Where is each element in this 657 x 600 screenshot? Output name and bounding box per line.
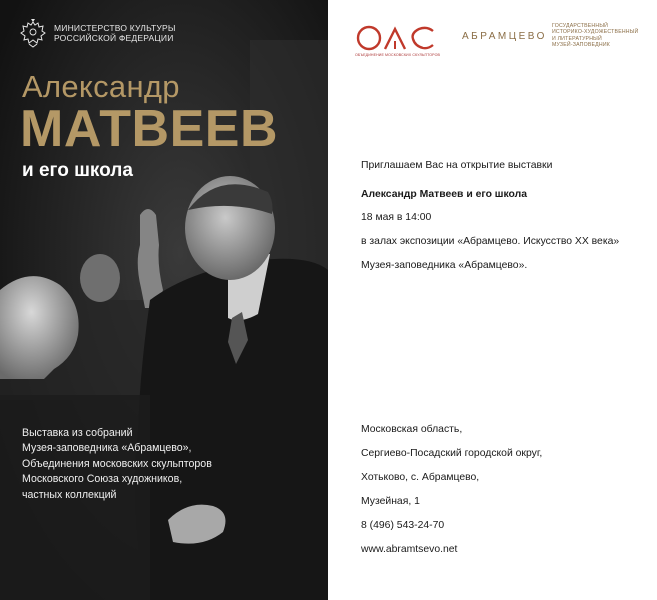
title-subtitle: и его школа xyxy=(22,160,133,181)
abramtsevo-desc-line: ГОСУДАРСТВЕННЫЙ xyxy=(552,23,609,29)
website-link[interactable]: www.abramtsevo.net xyxy=(361,544,458,555)
abramtsevo-desc-line: МУЗЕЙ-ЗАПОВЕДНИК xyxy=(552,42,610,49)
invitation-museum: Музея-заповедника «Абрамцево». xyxy=(361,260,528,271)
oms-caption: ОБЪЕДИНЕНИЕ МОСКОВСКИХ СКУЛЬПТОРОВ xyxy=(355,53,440,57)
invitation-date: 18 мая в 14:00 xyxy=(361,212,432,223)
invitation-venue: в залах экспозиции «Абрамцево. Искусство XX века» xyxy=(361,236,620,247)
collections-text xyxy=(22,426,212,503)
abramtsevo-desc-line: И ЛИТЕРАТУРНЫЙ xyxy=(552,35,602,42)
collections-line: Музея-заповедника «Абрамцево», xyxy=(22,442,192,455)
double-headed-eagle-icon xyxy=(20,18,46,48)
abramtsevo-desc-line: ИСТОРИКО-ХУДОЖЕСТВЕННЫЙ xyxy=(552,29,639,36)
ministry-line-1: МИНИСТЕРСТВО КУЛЬТУРЫ xyxy=(54,23,176,33)
address-line-3: Хотьково, с. Абрамцево, xyxy=(361,472,480,483)
address-line-4: Музейная, 1 xyxy=(361,496,420,507)
title-first-name: Александр xyxy=(22,69,180,104)
address-line-2: Сергиево-Посадский городской округ, xyxy=(361,448,543,459)
collections-line: Московского Союза художников, xyxy=(22,473,183,486)
collections-line: Объединения московских скульпторов xyxy=(22,457,212,470)
collections-line: Выставка из собраний xyxy=(22,427,133,439)
abramtsevo-logo: АБРАМЦЕВО xyxy=(462,31,547,42)
abramtsevo-description xyxy=(552,23,638,49)
invitation-line-1: Приглашаем Вас на открытие выставки xyxy=(361,160,553,171)
oms-logo-icon xyxy=(355,22,437,54)
ministry-line-2: РОССИЙСКОЙ ФЕДЕРАЦИИ xyxy=(54,33,174,43)
collections-line: частных коллекций xyxy=(22,488,117,501)
phone-number: 8 (496) 543-24-70 xyxy=(361,520,445,531)
title-last-name: МАТВЕЕВ xyxy=(20,100,279,158)
address-line-1: Московская область, xyxy=(361,424,463,435)
invitation-exhibition-title: Александр Матвеев и его школа xyxy=(361,189,528,200)
ministry-name xyxy=(54,23,176,43)
ministry-block xyxy=(20,18,176,48)
poster-panel xyxy=(0,0,328,600)
